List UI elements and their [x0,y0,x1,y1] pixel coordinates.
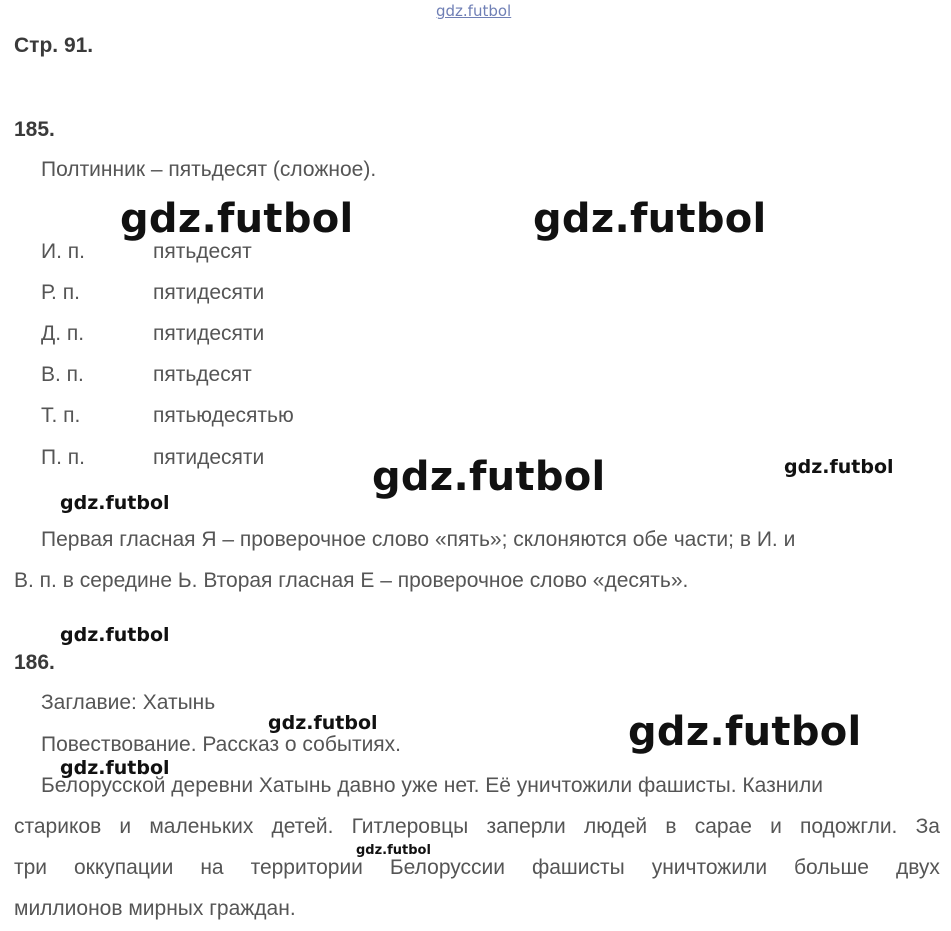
watermark: gdz.futbol [120,196,354,242]
justified-word-row [14,815,940,839]
word: на [200,856,224,879]
watermark: gdz.futbol [628,709,862,755]
word: маленьких [149,815,254,838]
exercise-185-explanation-line1: Первая гласная Я – проверочное слово «пять»; склоняются обе части; в И. и [41,528,796,551]
declension-form: пятидесяти [153,281,265,304]
declension-case: Р. п. [41,281,80,304]
exercise-185-intro: Полтинник – пятьдесят (сложное). [41,158,377,181]
word: в [665,815,677,838]
watermark: gdz.futbol [60,624,170,646]
declension-form: пятидесяти [153,446,265,469]
word: фашисты [531,856,625,879]
page-reference: Стр. 91. [14,34,94,57]
word: детей. [271,815,334,838]
exercise-185-explanation-line2: В. п. в середине Ь. Вторая гласная Е – проверочное слово «десять». [14,569,689,592]
word: оккупации [74,856,174,879]
exercise-186-text-line [14,815,940,839]
exercise-186-title-line: Заглавие: Хатынь [41,691,216,714]
word: двух [895,856,940,879]
declension-form: пятидесяти [153,322,265,345]
watermark: gdz.futbol [60,757,170,779]
watermark: gdz.futbol [60,492,170,514]
word: За [915,815,940,838]
declension-form: пятьюдесятью [153,404,294,427]
declension-case: И. п. [41,240,85,263]
watermark: gdz.futbol [356,843,431,858]
word: Белоруссии [389,856,505,879]
exercise-185-number: 185. [14,118,55,141]
watermark: gdz.futbol [784,456,894,478]
word: и [119,815,132,838]
watermark: gdz.futbol [268,712,378,734]
declension-case: П. п. [41,446,85,469]
justified-word-row [14,856,940,880]
word: и [770,815,782,838]
word: заперли [486,815,566,838]
word: стариков [14,815,102,838]
declension-form: пятьдесят [153,240,252,263]
exercise-186-text-line [14,856,940,880]
word: больше [794,856,869,879]
exercise-186-text-line: миллионов мирных граждан. [14,897,296,920]
word: сарае [694,815,752,838]
watermark: gdz.futbol [372,454,606,500]
declension-case: Д. п. [41,322,85,345]
word: территории [250,856,363,879]
word: уничтожили [651,856,768,879]
declension-form: пятьдесят [153,363,252,386]
declension-case: В. п. [41,363,84,386]
word: подожгли. [800,815,898,838]
watermark-top: gdz.futbol [436,2,512,20]
word: Гитлеровцы [351,815,469,838]
word: три [14,856,48,879]
exercise-186-number: 186. [14,651,55,674]
watermark: gdz.futbol [533,196,767,242]
word: людей [583,815,648,838]
exercise-186-text-line: Белорусской деревни Хатынь давно уже нет. Её уничтожили фашисты. Казнили [41,774,824,797]
declension-case: Т. п. [41,404,81,427]
exercise-186-type-line: Повествование. Рассказ о событиях. [41,733,402,756]
